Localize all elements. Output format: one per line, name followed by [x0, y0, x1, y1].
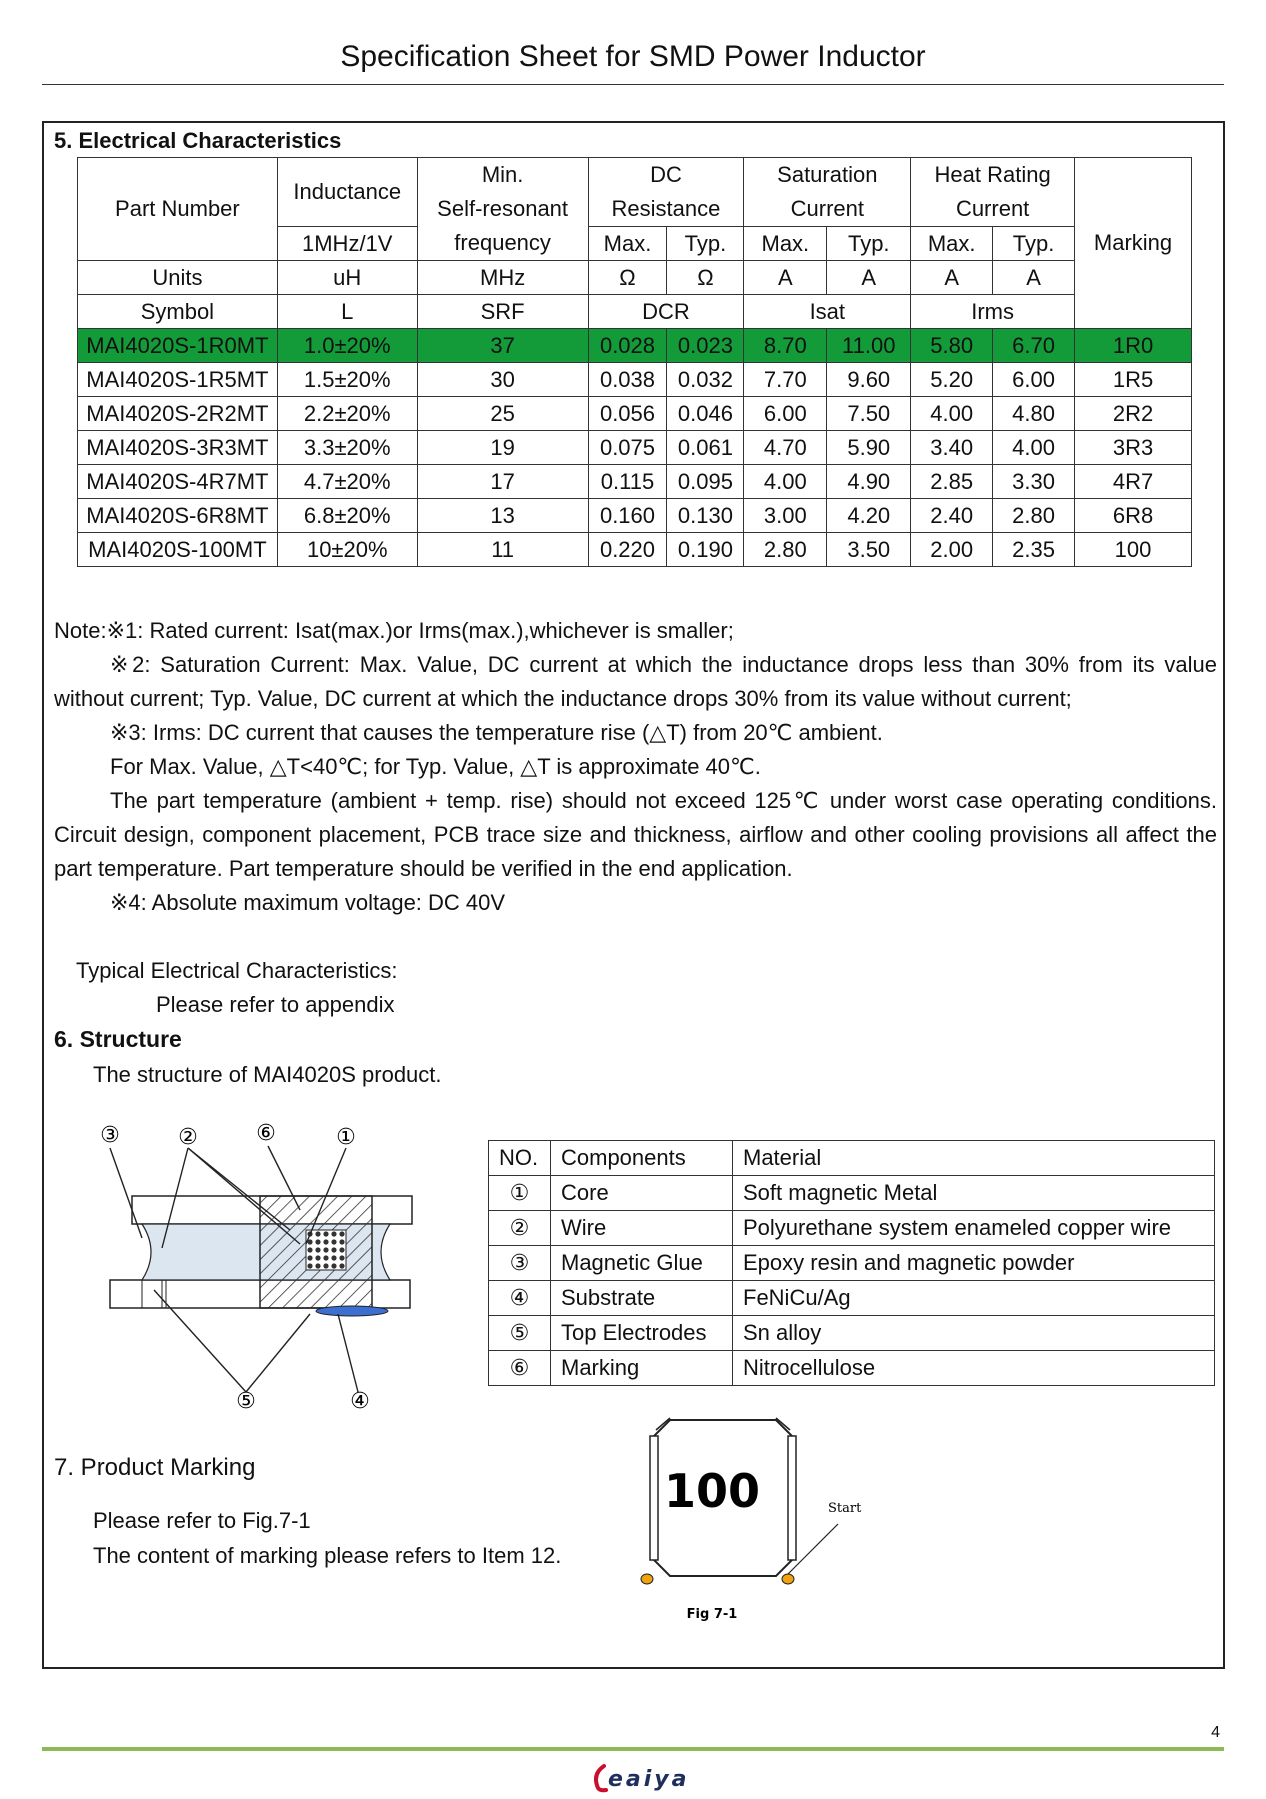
electrical-cell: 4.00	[911, 397, 993, 431]
materials-row	[489, 1316, 1215, 1351]
electrical-cell: 7.70	[744, 363, 827, 397]
electrical-cell: 6.00	[993, 363, 1075, 397]
units-sat-typ: A	[827, 261, 911, 295]
materials-row	[489, 1211, 1215, 1246]
materials-cell: FeNiCu/Ag	[733, 1281, 1215, 1316]
materials-header-no: NO.	[489, 1141, 551, 1176]
header-srf-line3: frequency	[454, 230, 551, 255]
header-part-number: Part Number	[78, 158, 278, 261]
electrical-cell: 1R5	[1075, 363, 1192, 397]
figure-caption: Fig 7-1	[686, 1607, 738, 1622]
electrical-cell: 4.00	[744, 465, 827, 499]
inductor-cross-section	[110, 1196, 412, 1316]
note-2: ※2: Saturation Current: Max. Value, DC current at which the inductance drops less than 30% from its value without current; Typ. Value, DC current at which the inductance drops 30% from its value without current;	[54, 652, 1217, 711]
units-dcr-typ: Ω	[667, 261, 744, 295]
structure-diagram	[90, 1118, 430, 1418]
materials-cell: Nitrocellulose	[733, 1351, 1215, 1386]
electrical-cell: 6.8±20%	[277, 499, 417, 533]
page-number: 4	[1211, 1724, 1220, 1741]
electrical-row	[78, 363, 1192, 397]
electrical-cell: 5.90	[827, 431, 911, 465]
electrical-cell: 0.028	[588, 329, 667, 363]
electrical-cell: 13	[417, 499, 588, 533]
note-4: ※4: Absolute maximum voltage: DC 40V	[110, 890, 506, 915]
electrical-cell: 2.00	[911, 533, 993, 567]
header-heat-rating	[911, 158, 1075, 227]
symbol-label: Symbol	[78, 295, 278, 329]
electrical-cell: 4.80	[993, 397, 1075, 431]
electrical-cell: 4.20	[827, 499, 911, 533]
logo-mark	[590, 1760, 690, 1794]
electrical-cell: 2.85	[911, 465, 993, 499]
electrical-cell: 0.160	[588, 499, 667, 533]
electrical-cell: 0.075	[588, 431, 667, 465]
typical-label: Typical Electrical Characteristics:	[76, 958, 398, 983]
electrical-cell: 2.80	[993, 499, 1075, 533]
header-heat-line1: Heat Rating	[934, 162, 1051, 187]
materials-cell: Epoxy resin and magnetic powder	[733, 1246, 1215, 1281]
units-heat-typ: A	[993, 261, 1075, 295]
electrical-cell: 11.00	[827, 329, 911, 363]
electrical-cell: 17	[417, 465, 588, 499]
electrical-cell: 1R0	[1075, 329, 1192, 363]
electrical-cell: 10±20%	[277, 533, 417, 567]
electrical-cell: 6.70	[993, 329, 1075, 363]
electrical-cell: 0.032	[667, 363, 744, 397]
materials-cell: Magnetic Glue	[551, 1246, 733, 1281]
electrical-row	[78, 397, 1192, 431]
electrical-cell: 25	[417, 397, 588, 431]
electrical-cell: 2.80	[744, 533, 827, 567]
materials-cell: Top Electrodes	[551, 1316, 733, 1351]
start-label: Start	[828, 1501, 862, 1516]
electrical-row	[78, 533, 1192, 567]
header-sat-max: Max.	[744, 227, 827, 261]
header-heat-line2: Current	[955, 196, 1030, 221]
electrical-cell: 0.220	[588, 533, 667, 567]
electrical-cell: 0.023	[667, 329, 744, 363]
electrical-cell: 7.50	[827, 397, 911, 431]
materials-header-material: Material	[733, 1141, 1215, 1176]
electrical-cell: 0.095	[667, 465, 744, 499]
electrical-cell: 0.130	[667, 499, 744, 533]
brand-logo	[590, 1760, 690, 1799]
units-dcr-max: Ω	[588, 261, 667, 295]
electrical-cell: 4.70	[744, 431, 827, 465]
units-sat-max: A	[744, 261, 827, 295]
section-7-heading: 7. Product Marking	[54, 1454, 256, 1481]
electrical-cell: 6R8	[1075, 499, 1192, 533]
electrical-cell: MAI4020S-4R7MT	[78, 465, 278, 499]
electrical-cell: 0.190	[667, 533, 744, 567]
structure-intro: The structure of MAI4020S product.	[93, 1062, 442, 1087]
electrical-cell: 2R2	[1075, 397, 1192, 431]
footer-rule	[42, 1747, 1224, 1751]
units-label: Units	[78, 261, 278, 295]
header-srf-line2: Self-resonant	[437, 196, 569, 221]
header-inductance-condition: 1MHz/1V	[277, 227, 417, 261]
electrical-cell: 0.061	[667, 431, 744, 465]
callout-5: ⑤	[236, 1389, 256, 1414]
note-3b: For Max. Value, △T<40℃; for Typ. Value, △T is approximate 40℃.	[110, 754, 761, 779]
electrical-rows	[78, 329, 1192, 567]
electrical-cell: 0.046	[667, 397, 744, 431]
electrical-cell: MAI4020S-6R8MT	[78, 499, 278, 533]
electrical-cell: 1.0±20%	[277, 329, 417, 363]
electrical-cell: 2.35	[993, 533, 1075, 567]
section-6-heading: 6. Structure	[54, 1026, 182, 1052]
electrical-cell: 6.00	[744, 397, 827, 431]
symbol-row	[78, 295, 1192, 329]
header-heat-typ: Typ.	[993, 227, 1075, 261]
electrical-cell: 4.00	[993, 431, 1075, 465]
marking-line-2: The content of marking please refers to Item 12.	[93, 1543, 562, 1568]
electrical-cell: 37	[417, 329, 588, 363]
materials-row	[489, 1176, 1215, 1211]
electrical-row	[78, 499, 1192, 533]
materials-table	[488, 1140, 1215, 1386]
note-3c: The part temperature (ambient + temp. rise) should not exceed 125℃ under worst case operating conditions. Circuit design, component placement, PCB trace size and thickness, airflow and other cooling provisions all affect the part temperature. Part temperature should be verified in the end application.	[54, 788, 1217, 881]
header-srf	[417, 158, 588, 261]
materials-cell: ②	[489, 1211, 551, 1246]
electrical-cell: 0.056	[588, 397, 667, 431]
electrical-cell: 5.20	[911, 363, 993, 397]
electrical-cell: 1.5±20%	[277, 363, 417, 397]
electrical-cell: 0.115	[588, 465, 667, 499]
units-l: uH	[277, 261, 417, 295]
units-heat-max: A	[911, 261, 993, 295]
electrical-cell: 4.7±20%	[277, 465, 417, 499]
note-3a: ※3: Irms: DC current that causes the temperature rise (△T) from 20℃ ambient.	[110, 720, 883, 745]
callout-2: ②	[178, 1125, 198, 1150]
materials-cell: ①	[489, 1176, 551, 1211]
header-heat-max: Max.	[911, 227, 993, 261]
electrical-cell: 30	[417, 363, 588, 397]
header-saturation-line2: Current	[790, 196, 864, 221]
electrical-characteristics-table	[77, 157, 1192, 567]
header-dcr-line1: DC	[650, 162, 682, 187]
electrical-cell: 8.70	[744, 329, 827, 363]
materials-cell: ⑤	[489, 1316, 551, 1351]
electrical-cell: 3.3±20%	[277, 431, 417, 465]
electrical-cell: MAI4020S-1R5MT	[78, 363, 278, 397]
header-srf-line1: Min.	[481, 162, 524, 187]
callout-1: ①	[336, 1125, 356, 1150]
callout-6: ⑥	[256, 1121, 276, 1146]
electrical-cell: MAI4020S-2R2MT	[78, 397, 278, 431]
callout-4: ④	[350, 1389, 370, 1414]
page-title: Specification Sheet for SMD Power Inductor	[340, 40, 926, 73]
electrical-cell: 0.038	[588, 363, 667, 397]
materials-row	[489, 1246, 1215, 1281]
header-dcr-typ: Typ.	[667, 227, 744, 261]
materials-cell: Wire	[551, 1211, 733, 1246]
electrical-cell: 11	[417, 533, 588, 567]
electrical-cell: 3.50	[827, 533, 911, 567]
electrical-cell: MAI4020S-3R3MT	[78, 431, 278, 465]
typical-ref: Please refer to appendix	[156, 992, 395, 1017]
header-saturation	[744, 158, 911, 227]
note-1: Note:※1: Rated current: Isat(max.)or Irms(max.),whichever is smaller;	[54, 618, 734, 643]
electrical-cell: 3.30	[993, 465, 1075, 499]
marking-code: 100	[663, 1464, 761, 1518]
materials-cell: ④	[489, 1281, 551, 1316]
electrical-row	[78, 329, 1192, 363]
electrical-row	[78, 431, 1192, 465]
materials-row	[489, 1281, 1215, 1316]
header-dcr	[588, 158, 744, 227]
header-rule	[42, 84, 1224, 85]
marking-line-1: Please refer to Fig.7-1	[93, 1508, 311, 1533]
callout-3: ③	[100, 1123, 120, 1148]
symbol-irms: Irms	[911, 295, 1075, 329]
materials-rows	[489, 1176, 1215, 1386]
logo-text: eaiya	[608, 1767, 690, 1792]
materials-cell: Marking	[551, 1351, 733, 1386]
header-marking: Marking	[1075, 158, 1192, 329]
electrical-cell: 2.40	[911, 499, 993, 533]
symbol-l: L	[277, 295, 417, 329]
units-srf: MHz	[417, 261, 588, 295]
header-sat-typ: Typ.	[827, 227, 911, 261]
materials-cell: ⑥	[489, 1351, 551, 1386]
electrical-cell: 3.00	[744, 499, 827, 533]
units-row	[78, 261, 1192, 295]
header-saturation-line1: Saturation	[777, 162, 878, 187]
materials-cell: Polyurethane system enameled copper wire	[733, 1211, 1215, 1246]
electrical-cell: MAI4020S-1R0MT	[78, 329, 278, 363]
header-dcr-max: Max.	[588, 227, 667, 261]
electrical-cell: MAI4020S-100MT	[78, 533, 278, 567]
header-inductance: Inductance	[277, 158, 417, 227]
marking-figure	[620, 1412, 890, 1638]
symbol-isat: Isat	[744, 295, 911, 329]
materials-cell: ③	[489, 1246, 551, 1281]
symbol-srf: SRF	[417, 295, 588, 329]
electrical-cell: 3R3	[1075, 431, 1192, 465]
header-dcr-line2: Resistance	[611, 196, 721, 221]
electrical-cell: 5.80	[911, 329, 993, 363]
materials-cell: Substrate	[551, 1281, 733, 1316]
materials-row	[489, 1351, 1215, 1386]
electrical-cell: 2.2±20%	[277, 397, 417, 431]
notes-block	[54, 614, 1217, 920]
materials-cell: Sn alloy	[733, 1316, 1215, 1351]
electrical-row	[78, 465, 1192, 499]
electrical-cell: 3.40	[911, 431, 993, 465]
electrical-cell: 9.60	[827, 363, 911, 397]
electrical-cell: 19	[417, 431, 588, 465]
materials-header-components: Components	[551, 1141, 733, 1176]
materials-cell: Soft magnetic Metal	[733, 1176, 1215, 1211]
electrical-cell: 4.90	[827, 465, 911, 499]
symbol-dcr: DCR	[588, 295, 744, 329]
materials-header-row	[489, 1141, 1215, 1176]
materials-cell: Core	[551, 1176, 733, 1211]
electrical-cell: 4R7	[1075, 465, 1192, 499]
electrical-cell: 100	[1075, 533, 1192, 567]
section-5-heading: 5. Electrical Characteristics	[54, 128, 342, 153]
